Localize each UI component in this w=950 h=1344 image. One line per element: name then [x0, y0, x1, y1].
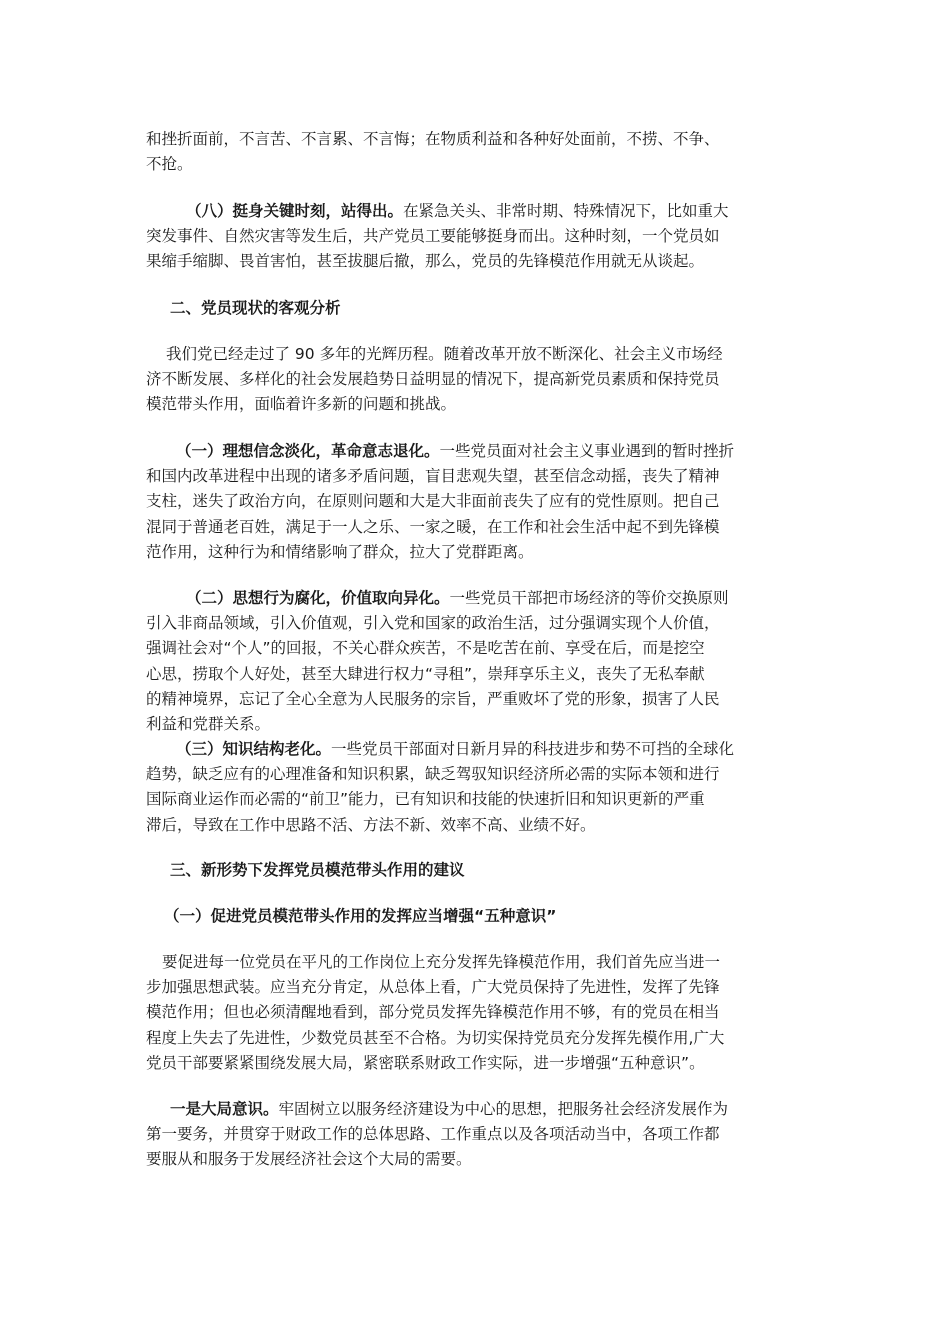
paragraph-five: [146, 950, 806, 1076]
text-line: [146, 439, 806, 464]
text-line: [146, 1097, 806, 1122]
bold-lead: （八）挺身关键时刻，站得出。: [186, 202, 404, 220]
text-run: 一些党员面对社会主义事业遇到的暂时挫折: [439, 442, 735, 460]
subsection-heading: （一）促进党员模范带头作用的发挥应当增强“五种意识”: [164, 907, 557, 925]
heading-three: [146, 858, 806, 883]
text-run: 在紧急关头、非常时期、特殊情况下，比如重大: [403, 202, 729, 220]
text-line: 心思，捞取个人好处，甚至大肆进行权力“寻租”，崇拜享乐主义，丧失了无私奉献: [146, 664, 705, 683]
text-line: 和国内改革进程中出现的诸多矛盾问题，盲目悲观失望，甚至信念动摇，丧失了精神: [146, 467, 720, 486]
text-line: 模范带头作用，面临着许多新的问题和挑战。: [146, 395, 457, 414]
text-run: 一些党员干部把市场经济的等价交换原则: [449, 589, 729, 607]
paragraph-history: [146, 342, 806, 418]
section-heading: 三、新形势下发挥党员模范带头作用的建议: [170, 861, 465, 879]
text-line: 强调社会对“个人”的回报，不关心群众疾苦，不是吃苦在前、享受在后，而是挖空: [146, 639, 705, 658]
subheading-one: [146, 904, 806, 929]
paragraph-top: [146, 127, 806, 177]
paragraph-one: [146, 439, 806, 565]
text-line: 果缩手缩脚、畏首害怕，甚至拔腿后撤，那么，党员的先锋模范作用就无从谈起。: [146, 252, 705, 271]
text-line: 步加强思想武装。应当充分肯定，从总体上看，广大党员保持了先进性，发挥了先锋: [146, 978, 720, 997]
text-line: 模范作用；但也必须清醒地看到，部分党员发挥先锋模范作用不够，有的党员在相当: [146, 1003, 720, 1022]
text-line: 滞后，导致在工作中思路不活、方法不新、效率不高、业绩不好。: [146, 815, 596, 834]
text-line: 济不断发展、多样化的社会发展趋势日益明显的情况下，提高新党员素质和保持党员: [146, 370, 720, 389]
text-run: 一些党员干部面对日新月异的科技进步和势不可挡的全球化: [331, 740, 735, 758]
section-heading: 二、党员现状的客观分析: [170, 299, 341, 317]
text-line: 趋势，缺乏应有的心理准备和知识积累，缺乏驾驭知识经济所必需的实际本领和进行: [146, 765, 720, 784]
paragraph-big-picture: [146, 1097, 806, 1173]
text-line: 不抢。: [146, 155, 193, 174]
text-line: 我们党已经走过了 90 多年的光辉历程。随着改革开放不断深化、社会主义市场经: [166, 345, 723, 363]
heading-two: [146, 296, 806, 321]
text-line: 突发事件、自然灾害等发生后，共产党员工要能够挺身而出。这种时刻，一个党员如: [146, 227, 720, 246]
text-run: 牢固树立以服务经济建设为中心的思想，把服务社会经济发展作为: [278, 1100, 729, 1118]
text-line: 第一要务，并贯穿于财政工作的总体思路、工作重点以及各项活动当中，各项工作都: [146, 1125, 720, 1144]
text-line: 要服从和服务于发展经济社会这个大局的需要。: [146, 1150, 472, 1169]
text-line: [146, 737, 806, 762]
text-line: 引入非商品领域，引入价值观，引入党和国家的政治生活，过分强调实现个人价值，: [146, 614, 720, 633]
text-line: 国际商业运作而必需的“前卫”能力，已有知识和技能的快速折旧和知识更新的严重: [146, 790, 705, 809]
text-line: 程度上失去了先进性，少数党员甚至不合格。为切实保持党员充分发挥先模作用,广大: [146, 1028, 725, 1047]
bold-lead: （二）思想行为腐化，价值取向异化。: [186, 589, 450, 607]
bold-lead: 一是大局意识。: [170, 1100, 279, 1118]
bold-lead: （三）知识结构老化。: [176, 740, 332, 758]
paragraph-three: [146, 737, 806, 838]
text-line: 支柱，迷失了政治方向，在原则问题和大是大非面前丧失了应有的党性原则。把自己: [146, 492, 720, 511]
text-line: [146, 199, 806, 224]
text-line: 混同于普通老百姓，满足于一人之乐、一家之暖，在工作和社会生活中起不到先锋模: [146, 517, 720, 536]
text-line: 党员干部要紧紧围绕发展大局，紧密联系财政工作实际，进一步增强“五种意识”。: [146, 1053, 705, 1072]
text-line: 和挫折面前，不言苦、不言累、不言悔；在物质利益和各种好处面前，不捞、不争、: [146, 130, 720, 148]
text-line: 要促进每一位党员在平凡的工作岗位上充分发挥先锋模范作用，我们首先应当进一: [162, 953, 721, 971]
paragraph-two: [146, 586, 806, 737]
text-line: 利益和党群关系。: [146, 714, 271, 733]
text-line: 的精神境界，忘记了全心全意为人民服务的宗旨，严重败坏了党的形象，损害了人民: [146, 689, 720, 708]
bold-lead: （一）理想信念淡化，革命意志退化。: [176, 442, 440, 460]
text-line: [146, 586, 806, 611]
paragraph-eight: [146, 199, 806, 275]
text-line: 范作用，这种行为和情绪影响了群众，拉大了党群距离。: [146, 542, 534, 561]
